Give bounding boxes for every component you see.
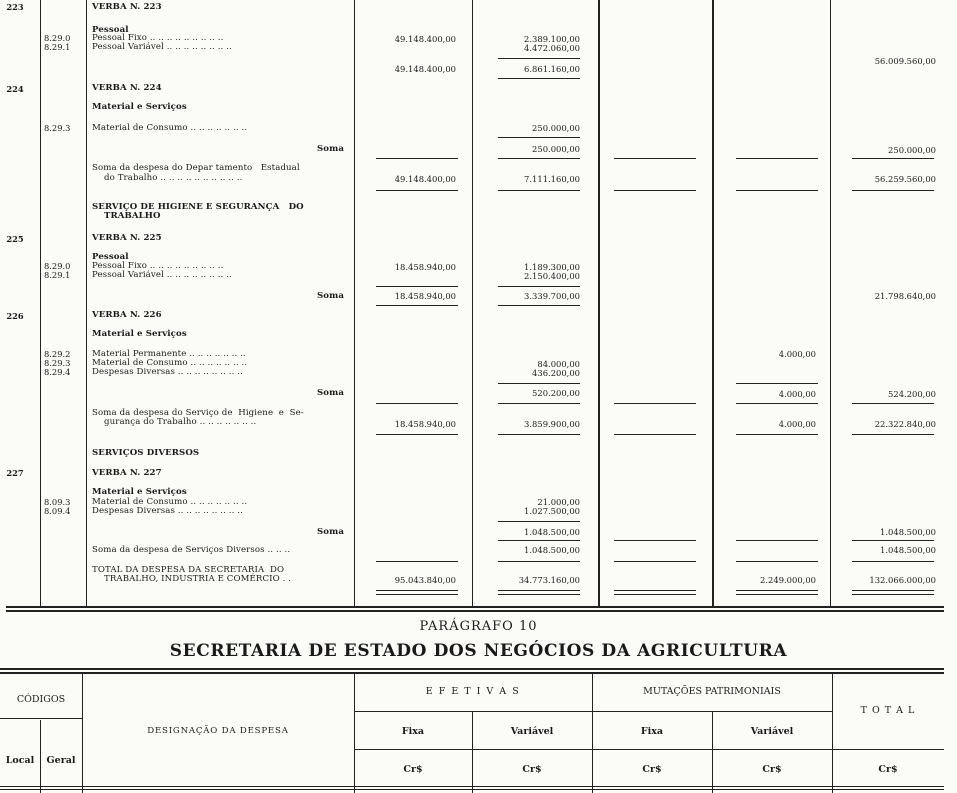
header-designacao: DESIGNAÇÃO DA DESPESA <box>147 726 289 736</box>
header-fixa: Fixa <box>401 726 425 737</box>
item-label: Despesas Diversas .. .. .. .. .. .. .. .. <box>92 367 243 377</box>
item-code: 8.29.3 <box>44 358 71 368</box>
header-mut-variavel: Variável <box>750 726 794 737</box>
item-label: Pessoal Variável .. .. .. .. .. .. .. .. <box>92 42 232 52</box>
sum-rule <box>498 594 580 595</box>
verba-title: VERBA N. 226 <box>92 310 162 320</box>
item-label: Material de Consumo .. .. .. .. .. .. .. <box>92 123 248 133</box>
sum-rule <box>852 594 934 595</box>
grand-total-label: TOTAL DA DESPESA DA SECRETARIA DO <box>92 565 285 575</box>
sum-rule <box>498 286 580 287</box>
local-code: 226 <box>6 311 24 321</box>
sum-rule <box>498 561 580 562</box>
sum-rule <box>498 190 580 191</box>
header-mutacoes: MUTAÇÕES PATRIMONIAIS <box>643 686 781 697</box>
sum-rule <box>614 561 696 562</box>
value-var: 436.200,00 <box>532 368 580 378</box>
grand-total-label: TRABALHO, INDUSTRIA E COMÉRCIO . . <box>104 574 292 584</box>
sum-rule <box>498 58 580 59</box>
value-var: 21.000,00 <box>537 497 580 507</box>
group-heading: Pessoal <box>92 25 129 35</box>
hdr-rule-fixa <box>472 712 473 793</box>
sum-rule <box>614 590 696 591</box>
soma-var: 250.000,00 <box>532 144 580 154</box>
sum-rule <box>498 434 580 435</box>
item-label: Pessoal Fixo .. .. .. .. .. .. .. .. .. <box>92 261 224 271</box>
sum-rule <box>736 383 818 384</box>
sum-rule <box>376 403 458 404</box>
header-codigos: CÓDIGOS <box>16 694 66 705</box>
item-label: Pessoal Variável .. .. .. .. .. .. .. .. <box>92 270 232 280</box>
dept-total-mut: 4.000,00 <box>778 419 816 429</box>
value-total: 1.048.500,00 <box>880 527 936 537</box>
item-label: Material de Consumo .. .. .. .. .. .. .. <box>92 497 248 507</box>
header-top-rule <box>0 668 944 674</box>
dept-total-total: 1.048.500,00 <box>880 545 936 555</box>
header-efetivas: E F E T I V A S <box>425 686 521 697</box>
local-code: 227 <box>6 468 24 478</box>
col-rule-local <box>40 0 41 606</box>
item-label: Material Permanente .. .. .. .. .. .. .. <box>92 349 246 359</box>
local-code: 225 <box>6 234 24 244</box>
item-code: 8.29.3 <box>44 123 71 133</box>
sum-rule <box>614 403 696 404</box>
currency-label: Cr$ <box>403 764 423 775</box>
currency-label: Cr$ <box>878 764 898 775</box>
dept-total-label: Soma da despesa de Serviços Diversos .. .. .. <box>92 545 291 555</box>
section-title: SECRETARIA DE ESTADO DOS NEGÓCIOS DA AGRICULTURA <box>169 641 788 661</box>
header-mut-fixa: Fixa <box>640 726 664 737</box>
item-code: 8.29.0 <box>44 261 71 271</box>
item-code: 8.29.2 <box>44 349 71 359</box>
item-code: 8.29.4 <box>44 367 71 377</box>
col-rule-mutvar <box>830 0 831 606</box>
hdr-rule-mutacoes <box>832 674 833 793</box>
value-var: 2.389.100,00 <box>524 34 580 44</box>
grand-total-mut: 2.249.000,00 <box>760 575 816 585</box>
subtotal-fixa: 49.148.400,00 <box>394 64 456 74</box>
sum-rule <box>376 434 458 435</box>
value-total: 56.009.560,00 <box>874 56 936 66</box>
sum-rule <box>498 158 580 159</box>
group-heading: Material e Serviços <box>92 102 187 112</box>
dept-total-label: gurança do Trabalho .. .. .. .. .. .. .. <box>104 417 257 427</box>
header-local: Local <box>5 755 35 766</box>
dept-total-fixa: 18.458.940,00 <box>394 419 456 429</box>
sum-rule <box>614 158 696 159</box>
sum-rule <box>736 403 818 404</box>
dept-total-var: 1.048.500,00 <box>524 545 580 555</box>
value-fixa: 18.458.940,00 <box>394 262 456 272</box>
hdr-rule <box>0 789 944 790</box>
header-total: T O T A L <box>860 705 916 716</box>
hdr-rule <box>0 786 944 787</box>
paragraph-label: PARÁGRAFO 10 <box>419 619 538 634</box>
item-label: Material de Consumo .. .. .. .. .. .. .. <box>92 358 248 368</box>
sum-rule <box>852 190 934 191</box>
soma-label: Soma <box>317 527 344 537</box>
sum-rule <box>614 594 696 595</box>
item-code: 8.29.1 <box>44 270 71 280</box>
item-code: 8.09.4 <box>44 506 71 516</box>
value-var: 2.150.400,00 <box>524 271 580 281</box>
sum-rule <box>498 403 580 404</box>
value-total: 21.798.640,00 <box>874 291 936 301</box>
value-total: 250.000,00 <box>888 145 936 155</box>
sum-rule <box>852 561 934 562</box>
subtotal-var: 6.861.160,00 <box>524 64 580 74</box>
verba-title: VERBA N. 224 <box>92 83 162 93</box>
sum-rule <box>736 190 818 191</box>
section-heading: TRABALHO <box>104 211 161 221</box>
header-geral: Geral <box>46 755 76 766</box>
dept-total-fixa: 49.148.400,00 <box>394 174 456 184</box>
sum-rule <box>614 540 696 541</box>
sum-rule <box>852 158 934 159</box>
col-rule-desc <box>354 0 355 606</box>
sum-rule <box>498 383 580 384</box>
soma-label: Soma <box>317 291 344 301</box>
sum-rule <box>376 590 458 591</box>
section-heading: SERVIÇO DE HIGIENE E SEGURANÇA DO <box>92 202 304 212</box>
grand-total-total: 132.066.000,00 <box>869 575 936 585</box>
sum-rule <box>498 590 580 591</box>
item-code: 8.29.0 <box>44 33 71 43</box>
sum-rule <box>852 403 934 404</box>
sum-rule <box>376 286 458 287</box>
sum-rule <box>852 590 934 591</box>
sum-rule <box>736 594 818 595</box>
sum-rule <box>498 78 580 79</box>
soma-var: 520.200,00 <box>532 388 580 398</box>
sum-rule <box>376 158 458 159</box>
local-code: 224 <box>6 84 24 94</box>
group-heading: Material e Serviços <box>92 487 187 497</box>
verba-title: VERBA N. 225 <box>92 233 162 243</box>
dept-total-label: Soma da despesa do Serviço de Higiene e Se- <box>92 408 304 418</box>
value-var: 250.000,00 <box>532 123 580 133</box>
sum-rule <box>376 305 458 306</box>
sum-rule <box>376 190 458 191</box>
value-var: 1.027.500,00 <box>524 506 580 516</box>
section-heading: SERVIÇOS DIVERSOS <box>92 448 200 458</box>
value-mut-var: 4.000,00 <box>778 349 816 359</box>
currency-label: Cr$ <box>642 764 662 775</box>
sum-rule <box>376 594 458 595</box>
value-fixa: 49.148.400,00 <box>394 34 456 44</box>
dept-total-var: 3.859.900,00 <box>524 419 580 429</box>
soma-label: Soma <box>317 388 344 398</box>
soma-label: Soma <box>317 144 344 154</box>
soma-var: 3.339.700,00 <box>524 291 580 301</box>
sum-rule <box>852 434 934 435</box>
value-var: 4.472.060,00 <box>524 43 580 53</box>
hdr-rule <box>0 718 82 719</box>
verba-title: VERBA N. 223 <box>92 2 162 12</box>
sum-rule <box>736 158 818 159</box>
col-rule-code <box>86 0 87 606</box>
sum-rule <box>498 137 580 138</box>
currency-label: Cr$ <box>762 764 782 775</box>
sum-rule <box>376 561 458 562</box>
dept-total-label: do Trabalho .. .. .. .. .. .. .. .. .. .. <box>104 173 243 183</box>
item-code: 8.29.1 <box>44 42 71 52</box>
sum-rule <box>498 540 580 541</box>
header-variavel: Variável <box>510 726 554 737</box>
sum-rule <box>852 540 934 541</box>
grand-total-var: 34.773.160,00 <box>518 575 580 585</box>
dept-total-total: 22.322.840,00 <box>874 419 936 429</box>
sum-rule <box>736 434 818 435</box>
value-total: 524.200,00 <box>888 389 936 399</box>
dept-total-label: Soma da despesa do Depar tamento Estadual <box>92 163 300 173</box>
hdr-rule <box>354 711 832 712</box>
grand-total-fixa: 95.043.840,00 <box>394 575 456 585</box>
item-label: Pessoal Fixo .. .. .. .. .. .. .. .. .. <box>92 33 224 43</box>
soma-fixa: 18.458.940,00 <box>394 291 456 301</box>
hdr-rule-mutfixa <box>712 712 713 793</box>
verba-title: VERBA N. 227 <box>92 468 162 478</box>
sum-rule <box>736 590 818 591</box>
sum-rule <box>498 305 580 306</box>
table-end-rule <box>6 606 944 612</box>
sum-rule <box>614 434 696 435</box>
hdr-rule <box>354 749 944 750</box>
col-rule-mutfixa <box>712 0 714 606</box>
currency-label: Cr$ <box>522 764 542 775</box>
sum-rule <box>498 521 580 522</box>
soma-var: 1.048.500,00 <box>524 527 580 537</box>
sum-rule <box>614 190 696 191</box>
item-code: 8.09.3 <box>44 497 71 507</box>
dept-total-var: 7.111.160,00 <box>524 174 580 184</box>
group-heading: Material e Serviços <box>92 329 187 339</box>
group-heading: Pessoal <box>92 252 129 262</box>
sum-rule <box>736 540 818 541</box>
value-var: 84.000,00 <box>537 359 580 369</box>
sum-rule <box>736 561 818 562</box>
item-label: Despesas Diversas .. .. .. .. .. .. .. .. <box>92 506 243 516</box>
col-rule-var <box>598 0 600 606</box>
soma-mut: 4.000,00 <box>778 389 816 399</box>
dept-total-total: 56.259.560,00 <box>874 174 936 184</box>
value-var: 1.189.300,00 <box>524 262 580 272</box>
local-code: 223 <box>6 2 24 12</box>
col-rule-fixa <box>472 0 473 606</box>
